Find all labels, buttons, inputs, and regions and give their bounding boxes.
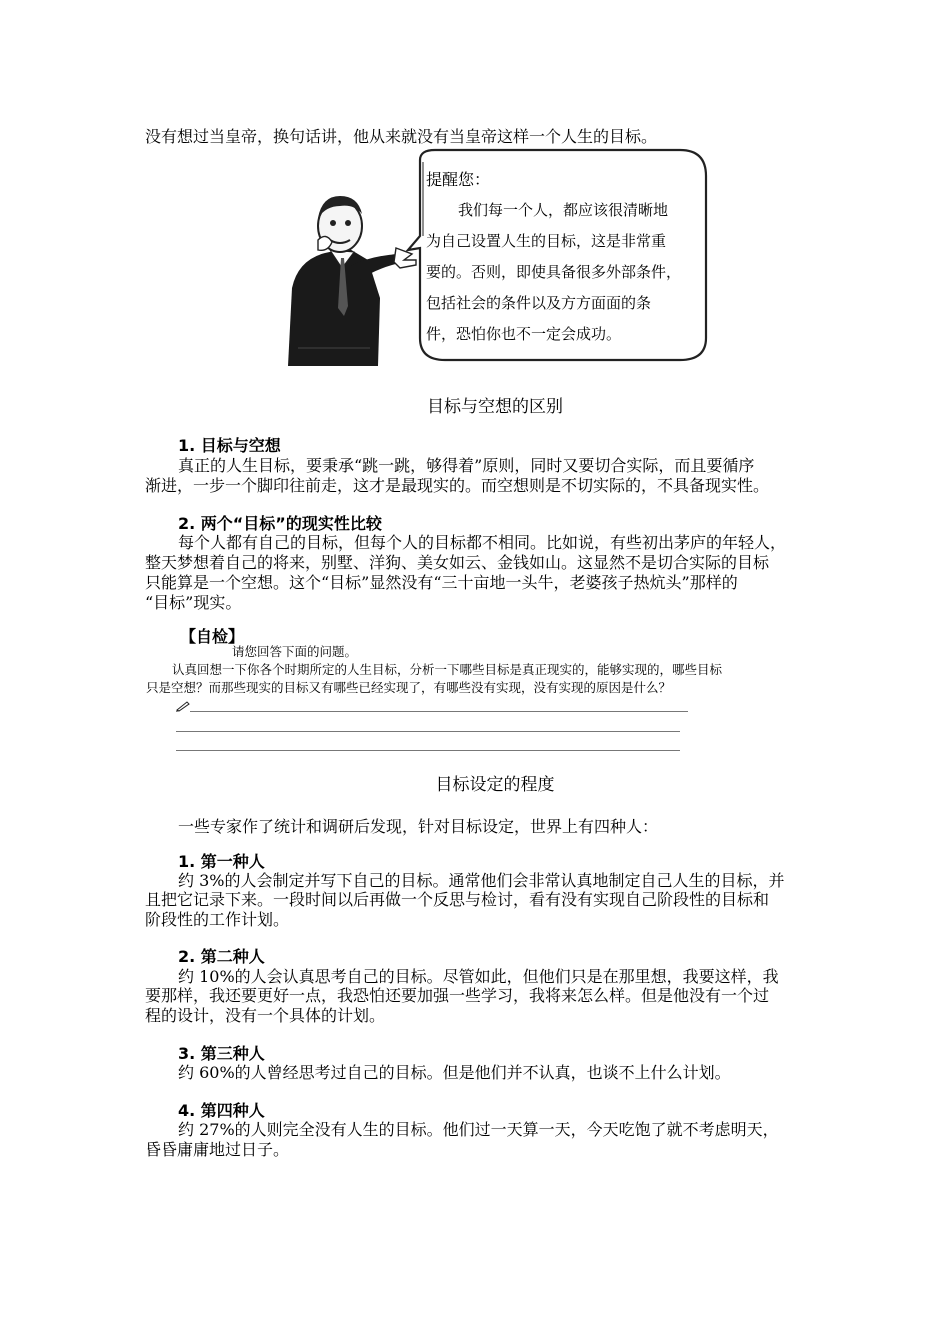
section-intro: 一些专家作了统计和调研后发现，针对目标设定，世界上有四种人： — [178, 817, 659, 836]
item-heading: 3. 第三种人 — [178, 1044, 265, 1063]
answer-line[interactable] — [190, 711, 688, 712]
paragraph-line: 每个人都有自己的目标，但每个人的目标都不相同。比如说，有些初出茅庐的年轻人， — [178, 533, 787, 552]
subsection-heading: 2. 两个“目标”的现实性比较 — [178, 514, 382, 533]
paragraph-line: 约 3%的人会制定并写下自己的目标。通常他们会非常认真地制定自己人生的目标，并 — [178, 871, 785, 890]
section-title: 目标设定的程度 — [435, 775, 555, 795]
answer-line[interactable] — [176, 750, 680, 751]
bubble-line: 要的。否则，即使具备很多外部条件， — [426, 263, 682, 281]
item-heading: 1. 第一种人 — [178, 852, 265, 871]
paragraph-line: 渐进，一步一个脚印往前走，这才是最现实的。而空想则是不切实际的，不具备现实性。 — [145, 476, 770, 495]
paragraph-line: “目标”现实。 — [145, 593, 242, 612]
subsection-heading: 1. 目标与空想 — [178, 436, 281, 455]
bubble-line: 件，恐怕你也不一定会成功。 — [426, 325, 622, 343]
self-check-prompt: 请您回答下面的问题。 — [232, 644, 358, 659]
intro-paragraph: 没有想过当皇帝，换句话讲，他从来就没有当皇帝这样一个人生的目标。 — [145, 127, 658, 146]
item-heading: 2. 第二种人 — [178, 947, 265, 966]
paragraph-line: 约 60%的人曾经思考过自己的目标。但是他们并不认真，也谈不上什么计划。 — [178, 1063, 731, 1082]
paragraph-line: 约 27%的人则完全没有人生的目标。他们过一天算一天，今天吃饱了就不考虑明天， — [178, 1120, 779, 1139]
paragraph-line: 只能算是一个空想。这个“目标”显然没有“三十亩地一头牛，老婆孩子热炕头”那样的 — [145, 573, 738, 592]
paragraph-line: 且把它记录下来。一段时间以后再做一个反思与检讨，看有没有实现自己阶段性的目标和 — [145, 890, 770, 909]
bubble-line: 为自己设置人生的目标，这是非常重 — [426, 232, 667, 250]
paragraph-line: 要那样，我还要更好一点，我恐怕还要加强一些学习，我将来怎么样。但是他没有一个过 — [145, 986, 770, 1005]
bubble-title: 提醒您： — [426, 170, 491, 189]
item-heading: 4. 第四种人 — [178, 1101, 265, 1120]
paragraph-line: 程的设计，没有一个具体的计划。 — [145, 1006, 386, 1025]
paragraph-line: 整天梦想着自己的将来，别墅、洋狗、美女如云、金钱如山。这显然不是切合实际的目标 — [145, 553, 770, 572]
paragraph-line: 约 10%的人会认真思考自己的目标。尽管如此，但他们只是在那里想，我要这样，我 — [178, 967, 779, 986]
paragraph-line: 昏昏庸庸地过日子。 — [145, 1140, 290, 1159]
bubble-line: 我们每一个人，都应该很清晰地 — [458, 201, 669, 219]
paragraph-line: 阶段性的工作计划。 — [145, 910, 290, 929]
self-check-question-line: 只是空想？而那些现实的目标又有哪些已经实现了，有哪些没有实现，没有实现的原因是什么？ — [146, 680, 672, 695]
pen-icon — [176, 700, 190, 712]
bubble-line: 包括社会的条件以及方方面面的条 — [426, 294, 652, 312]
self-check-question-line: 认真回想一下你各个时期所定的人生目标，分析一下哪些目标是真正现实的，能够实现的，哪些目标 — [172, 662, 723, 677]
paragraph-line: 真正的人生目标，要秉承“跳一跳，够得着”原则，同时又要切合实际，而且要循序 — [178, 456, 755, 475]
section-title: 目标与空想的区别 — [427, 397, 563, 417]
self-check-heading: 【自检】 — [180, 627, 245, 646]
answer-line[interactable] — [176, 731, 680, 732]
